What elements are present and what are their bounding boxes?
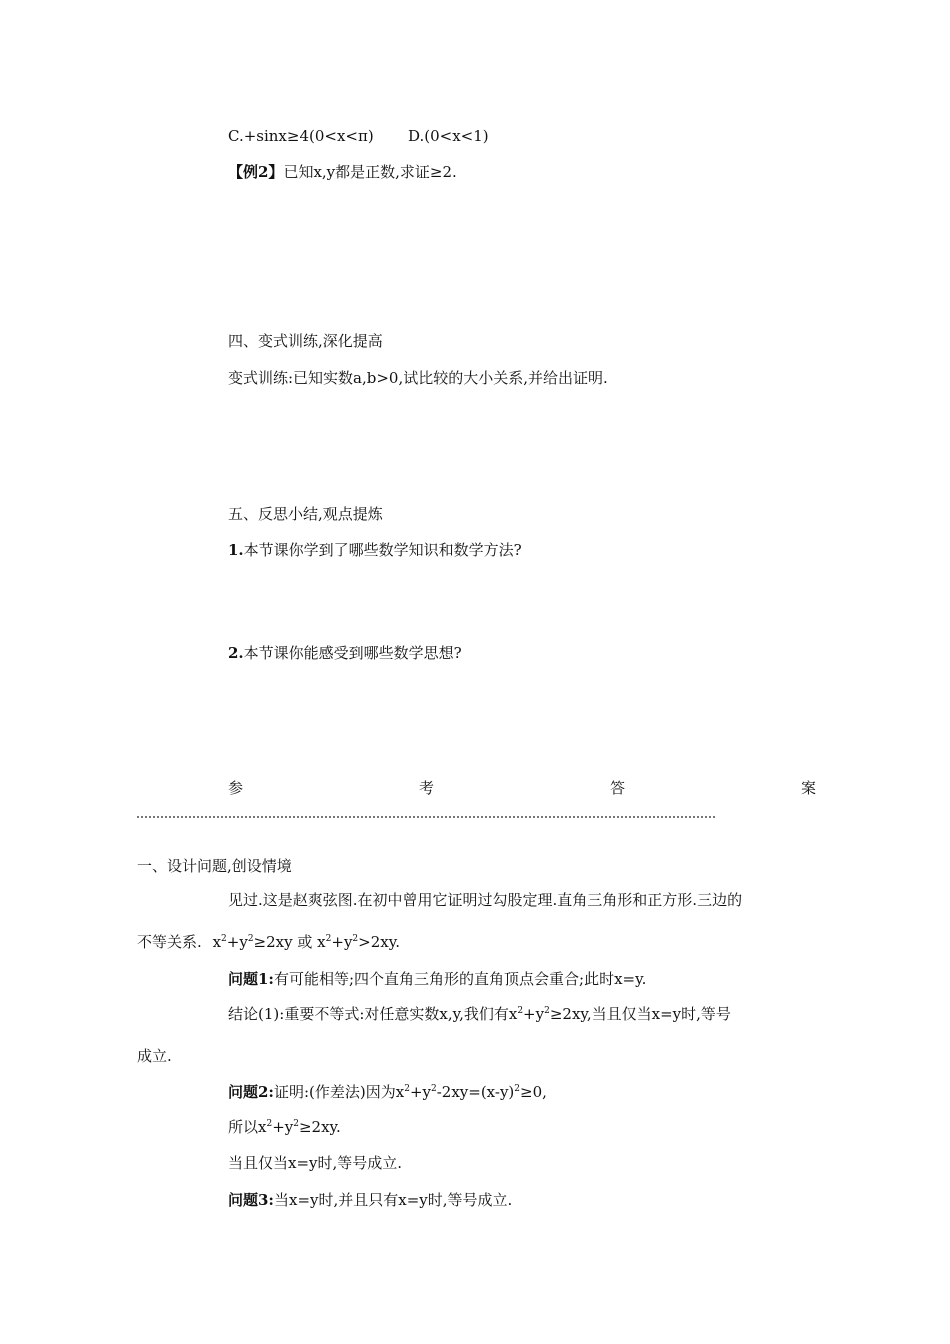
answer-header-char: 考 bbox=[418, 779, 434, 797]
answer-question-1 bbox=[228, 969, 646, 989]
answer-header bbox=[228, 778, 816, 798]
inequality-a: $x^2+y^2\ge 2xy$ bbox=[212, 933, 293, 951]
inequality-b: $x^2+y^2>2xy$. bbox=[317, 933, 400, 951]
reflection-question-2 bbox=[228, 643, 462, 663]
example-2-label: 【例2】 bbox=[228, 163, 284, 181]
answer-section-1-title: 一、设计问题,创设情境 bbox=[137, 857, 292, 875]
answer-question-2 bbox=[228, 1082, 547, 1102]
example-2 bbox=[228, 162, 457, 182]
conclusion-1-cont: 成立. bbox=[137, 1047, 172, 1065]
answer-question-2-label: 问题2: bbox=[228, 1083, 274, 1101]
answer-question-3-label: 问题3: bbox=[228, 1191, 274, 1209]
conclusion-1-text: 重要不等式:对任意实数x,y,我们有$x^2+y^2\ge 2xy$,当且仅当x=y时,等号 bbox=[284, 1005, 731, 1023]
answer-paragraph-1-cont bbox=[137, 932, 400, 952]
question-2-number: 2. bbox=[228, 644, 244, 662]
answer-question-3 bbox=[228, 1190, 512, 1210]
answer-question-2-line-3: 当且仅当x=y时,等号成立. bbox=[228, 1154, 403, 1172]
answer-question-1-text: 有可能相等;四个直角三角形的直角顶点会重合;此时x=y. bbox=[273, 970, 647, 988]
question-2-text: 本节课你能感受到哪些数学思想? bbox=[243, 644, 462, 662]
section-4-title: 四、变式训练,深化提高 bbox=[228, 332, 383, 350]
inequality-or: 或 bbox=[297, 933, 313, 951]
answer-question-1-label: 问题1: bbox=[228, 970, 274, 988]
inequality-relation-label: 不等关系. bbox=[137, 933, 202, 951]
section-5-title: 五、反思小结,观点提炼 bbox=[228, 505, 383, 523]
answer-paragraph-1: 见过.这是赵爽弦图.在初中曾用它证明过勾股定理.直角三角形和正方形.三边的 bbox=[228, 891, 743, 909]
option-d: D.(0<x<1) bbox=[408, 127, 489, 145]
reflection-question-1 bbox=[228, 540, 522, 560]
question-1-text: 本节课你学到了哪些数学知识和数学方法? bbox=[243, 541, 522, 559]
answer-question-2-text: 证明:(作差法)因为$x^2+y^2-2xy=(x-y)^2\ge 0$, bbox=[273, 1083, 547, 1101]
answer-header-char: 案 bbox=[800, 779, 816, 797]
answer-question-3-text: 当x=y时,并且只有x=y时,等号成立. bbox=[273, 1191, 513, 1209]
conclusion-1-label: 结论(1): bbox=[228, 1005, 285, 1023]
dotted-divider bbox=[137, 816, 715, 818]
section-4-text: 变式训练:已知实数a,b>0,试比较的大小关系,并给出证明. bbox=[228, 369, 608, 387]
answer-header-char: 答 bbox=[609, 779, 625, 797]
conclusion-1 bbox=[228, 1004, 731, 1024]
answer-header-char: 参 bbox=[228, 779, 244, 797]
example-2-text: 已知x,y都是正数,求证≥2. bbox=[283, 163, 457, 181]
option-c: C.+sinx≥4(0<x<π) bbox=[228, 127, 374, 145]
answer-question-2-line-2: 所以$x^2+y^2\ge 2xy$. bbox=[228, 1118, 341, 1136]
question-1-number: 1. bbox=[228, 541, 244, 559]
